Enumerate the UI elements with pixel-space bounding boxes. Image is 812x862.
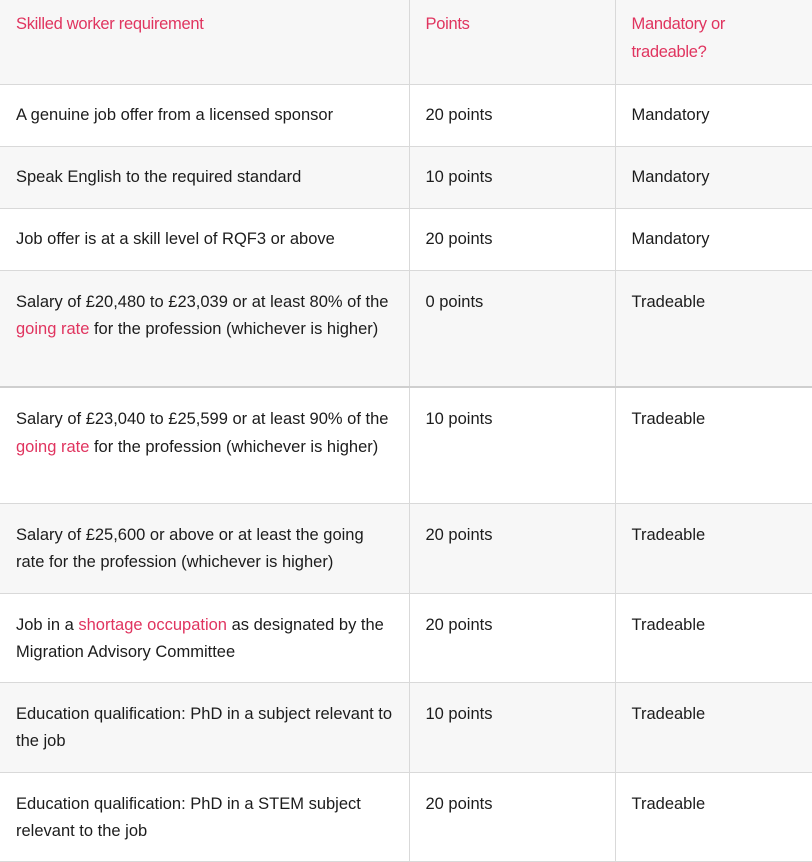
table-header-row xyxy=(0,0,812,84)
points-cell: 10 points xyxy=(409,387,615,503)
requirement-cell: Speak English to the required standard xyxy=(0,146,409,208)
status-cell: Mandatory xyxy=(615,208,812,270)
going-rate-link[interactable]: going rate xyxy=(16,320,90,338)
requirement-text: as designated by the Migration Advisory Committee xyxy=(16,615,384,661)
going-rate-link[interactable]: going rate xyxy=(16,437,90,456)
table-row xyxy=(0,593,812,682)
points-cell: 20 points xyxy=(409,503,615,593)
points-cell: 20 points xyxy=(409,772,615,861)
table-row xyxy=(0,208,812,270)
requirement-cell xyxy=(0,593,409,682)
table-row xyxy=(0,387,812,503)
requirement-cell: Education qualification: PhD in a subject relevant to the job xyxy=(0,682,409,772)
points-cell: 10 points xyxy=(409,682,615,772)
requirement-cell xyxy=(0,387,409,503)
status-cell: Tradeable xyxy=(615,772,812,861)
status-cell: Tradeable xyxy=(615,593,812,682)
requirement-text: Salary of £23,040 to £25,599 or at least 90% of the xyxy=(16,410,389,428)
header-requirement: Skilled worker requirement xyxy=(0,0,409,84)
status-cell: Tradeable xyxy=(615,682,812,772)
table-row xyxy=(0,682,812,772)
header-status-line1: Mandatory or xyxy=(631,15,726,33)
requirement-text: Salary of £20,480 to £23,039 or at least 80% of the xyxy=(16,292,389,311)
header-status xyxy=(615,0,812,84)
shortage-occupation-link[interactable]: shortage occupation xyxy=(78,615,227,634)
status-cell: Mandatory xyxy=(615,84,812,146)
requirement-cell: Education qualification: PhD in a STEM subject relevant to the job xyxy=(0,772,409,861)
table-row xyxy=(0,84,812,146)
status-cell: Tradeable xyxy=(615,270,812,387)
requirement-cell: Salary of £25,600 or above or at least the going rate for the profession (whichever is higher) xyxy=(0,503,409,593)
requirement-text: Job in a xyxy=(16,615,79,634)
table-row xyxy=(0,503,812,593)
header-status-line2: tradeable? xyxy=(631,42,707,61)
points-cell: 20 points xyxy=(409,84,615,146)
points-cell: 20 points xyxy=(409,208,615,270)
status-cell: Mandatory xyxy=(615,146,812,208)
status-cell: Tradeable xyxy=(615,503,812,593)
points-cell: 0 points xyxy=(409,270,615,387)
table-row xyxy=(0,270,812,387)
status-cell: Tradeable xyxy=(615,387,812,503)
requirement-cell: Job offer is at a skill level of RQF3 or above xyxy=(0,208,409,270)
points-cell: 20 points xyxy=(409,593,615,682)
table-row xyxy=(0,146,812,208)
table-row xyxy=(0,772,812,861)
requirement-text: for the profession (whichever is higher) xyxy=(89,437,379,456)
requirement-cell: A genuine job offer from a licensed sponsor xyxy=(0,84,409,146)
points-cell: 10 points xyxy=(409,146,615,208)
header-points: Points xyxy=(409,0,615,84)
requirement-cell xyxy=(0,270,409,387)
requirement-text: for the profession (whichever is higher) xyxy=(89,320,379,338)
